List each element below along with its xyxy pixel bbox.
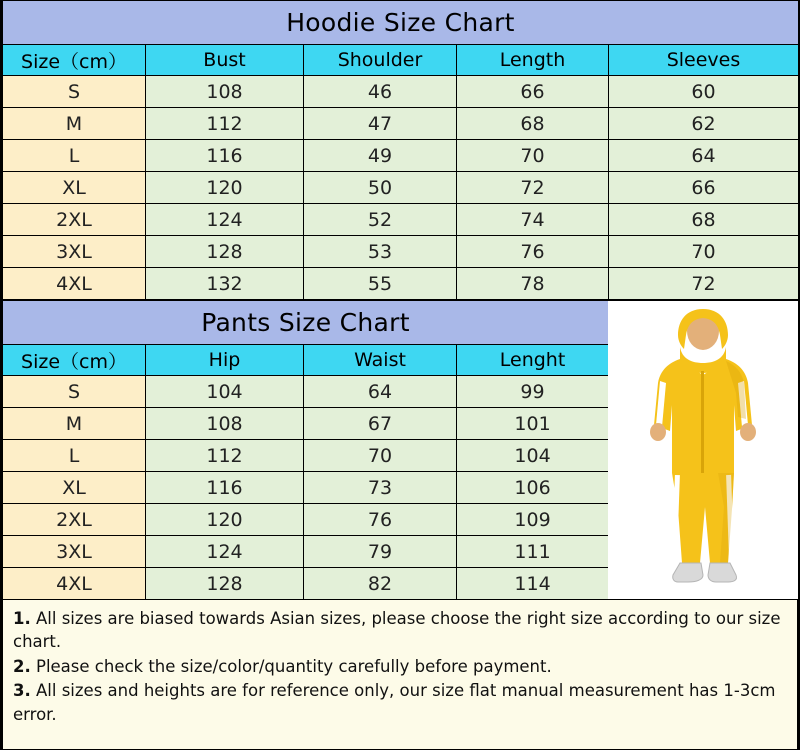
cell-shoulder: 52 bbox=[304, 204, 457, 236]
cell-shoulder: 53 bbox=[304, 236, 457, 268]
table-header-row bbox=[3, 45, 799, 76]
cell-size: 4XL bbox=[3, 568, 146, 600]
pants-header-waist: Waist bbox=[304, 345, 457, 376]
cell-bust: 120 bbox=[146, 172, 304, 204]
cell-waist: 73 bbox=[304, 472, 457, 504]
table-row bbox=[3, 504, 609, 536]
cell-shoulder: 50 bbox=[304, 172, 457, 204]
cell-bust: 112 bbox=[146, 108, 304, 140]
cell-waist: 67 bbox=[304, 408, 457, 440]
cell-bust: 132 bbox=[146, 268, 304, 300]
cell-shoulder: 47 bbox=[304, 108, 457, 140]
table-title-row bbox=[3, 301, 609, 345]
cell-hip: 124 bbox=[146, 536, 304, 568]
cell-size: S bbox=[3, 76, 146, 108]
cell-length: 76 bbox=[457, 236, 609, 268]
pants-header-length: Lenght bbox=[457, 345, 609, 376]
cell-bust: 128 bbox=[146, 236, 304, 268]
cell-shoulder: 46 bbox=[304, 76, 457, 108]
table-row bbox=[3, 236, 799, 268]
cell-size: L bbox=[3, 440, 146, 472]
cell-size: 3XL bbox=[3, 236, 146, 268]
cell-size: S bbox=[3, 376, 146, 408]
cell-waist: 79 bbox=[304, 536, 457, 568]
cell-waist: 64 bbox=[304, 376, 457, 408]
cell-hip: 128 bbox=[146, 568, 304, 600]
note-text: All sizes and heights are for reference only, our size flat manual measurement has 1-3cm error. bbox=[13, 681, 776, 724]
cell-size: M bbox=[3, 408, 146, 440]
cell-length: 74 bbox=[457, 204, 609, 236]
table-row bbox=[3, 108, 799, 140]
notes-section bbox=[2, 600, 798, 750]
cell-shoulder: 49 bbox=[304, 140, 457, 172]
note-item bbox=[13, 655, 787, 678]
cell-waist: 76 bbox=[304, 504, 457, 536]
hoodie-chart-title: Hoodie Size Chart bbox=[3, 1, 799, 45]
product-photo-panel bbox=[608, 300, 799, 600]
hoodie-header-sleeves: Sleeves bbox=[609, 45, 799, 76]
cell-length: 114 bbox=[457, 568, 609, 600]
cell-sleeves: 70 bbox=[609, 236, 799, 268]
cell-length: 104 bbox=[457, 440, 609, 472]
table-row bbox=[3, 268, 799, 300]
table-row bbox=[3, 76, 799, 108]
table-row bbox=[3, 408, 609, 440]
table-row bbox=[3, 568, 609, 600]
table-row bbox=[3, 376, 609, 408]
pants-size-chart bbox=[2, 300, 608, 600]
cell-bust: 108 bbox=[146, 76, 304, 108]
table-header-row bbox=[3, 345, 609, 376]
cell-bust: 116 bbox=[146, 140, 304, 172]
cell-shoulder: 55 bbox=[304, 268, 457, 300]
table-row bbox=[3, 140, 799, 172]
pants-table bbox=[2, 300, 609, 600]
hoodie-header-bust: Bust bbox=[146, 45, 304, 76]
note-item bbox=[13, 607, 787, 654]
note-item bbox=[13, 679, 787, 726]
cell-length: 111 bbox=[457, 536, 609, 568]
cell-size: L bbox=[3, 140, 146, 172]
table-row bbox=[3, 440, 609, 472]
pants-header-size: Size（cm） bbox=[3, 345, 146, 376]
cell-sleeves: 64 bbox=[609, 140, 799, 172]
hoodie-header-size: Size（cm） bbox=[3, 45, 146, 76]
cell-waist: 82 bbox=[304, 568, 457, 600]
cell-length: 99 bbox=[457, 376, 609, 408]
hoodie-size-chart bbox=[2, 0, 798, 300]
hoodie-header-shoulder: Shoulder bbox=[304, 45, 457, 76]
pants-header-hip: Hip bbox=[146, 345, 304, 376]
hoodie-header-length: Length bbox=[457, 45, 609, 76]
cell-sleeves: 66 bbox=[609, 172, 799, 204]
cell-length: 109 bbox=[457, 504, 609, 536]
cell-hip: 108 bbox=[146, 408, 304, 440]
cell-size: 2XL bbox=[3, 504, 146, 536]
table-row bbox=[3, 204, 799, 236]
cell-bust: 124 bbox=[146, 204, 304, 236]
cell-length: 70 bbox=[457, 140, 609, 172]
tracksuit-illustration bbox=[608, 301, 798, 599]
table-row bbox=[3, 472, 609, 504]
cell-hip: 116 bbox=[146, 472, 304, 504]
cell-size: XL bbox=[3, 472, 146, 504]
cell-size: 2XL bbox=[3, 204, 146, 236]
note-number: 1. bbox=[13, 609, 31, 628]
cell-length: 72 bbox=[457, 172, 609, 204]
cell-length: 66 bbox=[457, 76, 609, 108]
cell-sleeves: 68 bbox=[609, 204, 799, 236]
note-text: All sizes are biased towards Asian sizes, please choose the right size according to our size chart. bbox=[13, 609, 781, 652]
table-title-row bbox=[3, 1, 799, 45]
note-number: 2. bbox=[13, 656, 31, 676]
cell-sleeves: 60 bbox=[609, 76, 799, 108]
cell-waist: 70 bbox=[304, 440, 457, 472]
cell-length: 106 bbox=[457, 472, 609, 504]
cell-hip: 120 bbox=[146, 504, 304, 536]
table-row bbox=[3, 536, 609, 568]
cell-length: 101 bbox=[457, 408, 609, 440]
cell-size: XL bbox=[3, 172, 146, 204]
cell-hip: 112 bbox=[146, 440, 304, 472]
cell-sleeves: 62 bbox=[609, 108, 799, 140]
cell-sleeves: 72 bbox=[609, 268, 799, 300]
cell-size: 4XL bbox=[3, 268, 146, 300]
pants-chart-title: Pants Size Chart bbox=[3, 301, 609, 345]
cell-length: 78 bbox=[457, 268, 609, 300]
pants-and-product-section bbox=[2, 300, 798, 600]
table-row bbox=[3, 172, 799, 204]
cell-size: 3XL bbox=[3, 536, 146, 568]
note-text: Please check the size/color/quantity carefully before payment. bbox=[36, 656, 552, 676]
note-number: 3. bbox=[13, 681, 31, 701]
hoodie-table bbox=[2, 0, 799, 300]
cell-length: 68 bbox=[457, 108, 609, 140]
cell-size: M bbox=[3, 108, 146, 140]
cell-hip: 104 bbox=[146, 376, 304, 408]
